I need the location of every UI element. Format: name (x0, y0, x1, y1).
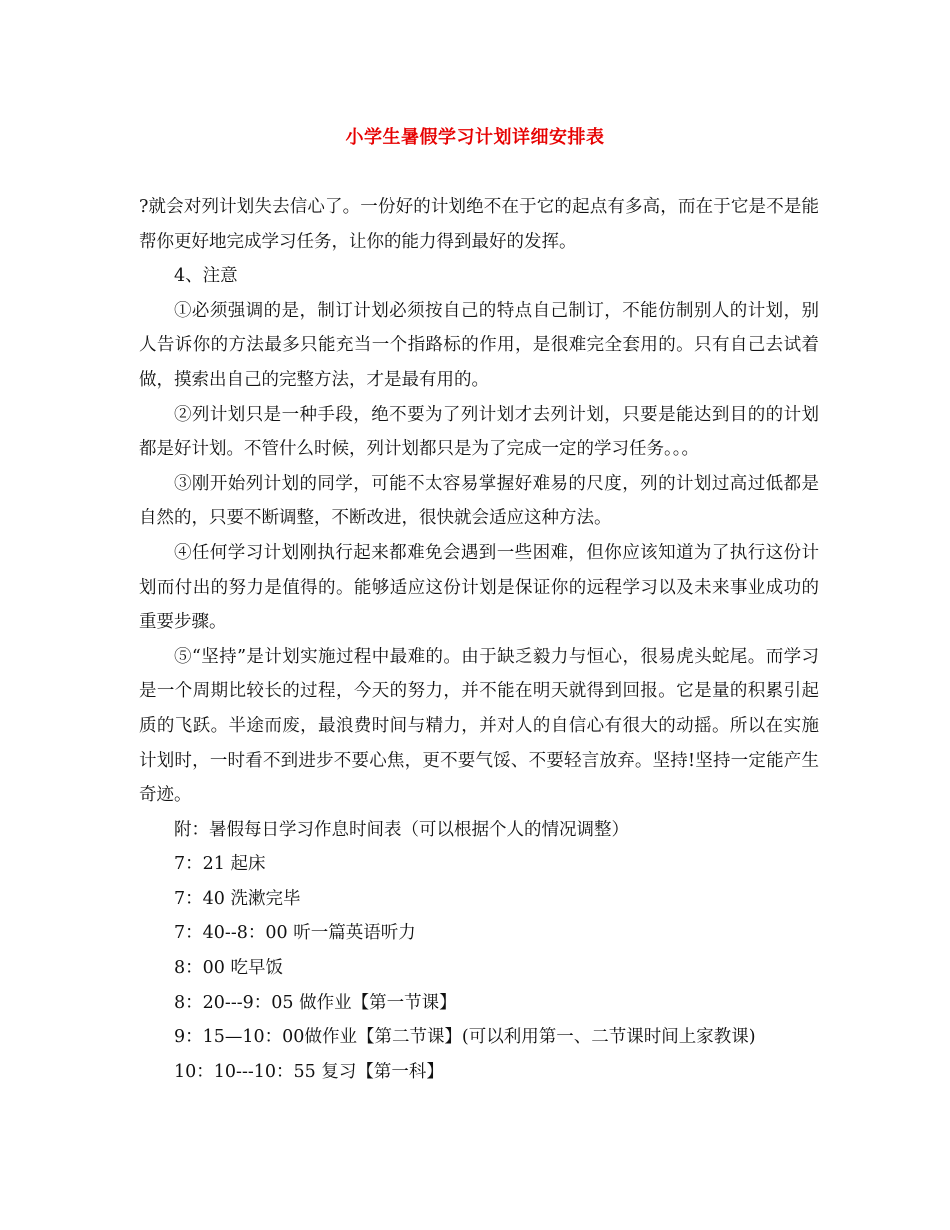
paragraph: ④任何学习计划刚执行起来都难免会遇到一些困难，但你应该知道为了执行这份计划而付出的努力是值得的。能够适应这份计划是保证你的远程学习以及未来事业成功的重要步骤。 (139, 542, 819, 633)
document-title: 小学生暑假学习计划详细安排表 (345, 127, 605, 148)
section-heading: 4、注意 (174, 266, 238, 287)
schedule-item: 10：10---10：55 复习【第一科】 (174, 1061, 444, 1082)
paragraph: ?就会对列计划失去信心了。一份好的计划绝不在于它的起点有多高，而在于它是不是能帮你更好地完成学习任务，让你的能力得到最好的发挥。 (139, 197, 819, 252)
paragraph: ②列计划只是一种手段，绝不要为了列计划才去列计划，只要是能达到目的的计划都是好计划。不管什么时候，列计划都只是为了完成一定的学习任务。。。 (139, 404, 819, 460)
schedule-item: 9：15—10：00做作业【第二节课】(可以利用第一、二节课时间上家教课) (174, 1027, 756, 1048)
paragraph: ⑤“坚持”是计划实施过程中最难的。由于缺乏毅力与恒心，很易虎头蛇尾。而学习是一个周期比较长的过程，今天的努力，并不能在明天就得到回报。它是量的积累引起质的飞跃。半途而废，最浪费时间与精力，并对人的自信心有很大的动摇。所以在实施计划时，一时看不到进步不要心焦，更不要气馁、不要轻言放弃。坚持!坚持一定能产生奇迹。 (139, 646, 819, 806)
schedule-heading: 附：暑假每日学习作息时间表（可以根据个人的情况调整） (174, 819, 629, 840)
schedule-item: 7：40 洗漱完毕 (174, 888, 301, 909)
schedule-item: 8：00 吃早饭 (174, 958, 283, 979)
schedule-item: 8：20---9：05 做作业【第一节课】 (174, 992, 457, 1013)
document-body (139, 190, 819, 1089)
paragraph: ①必须强调的是，制订计划必须按自己的特点自己制订，不能仿制别人的计划，别人告诉你的方法最多只能充当一个指路标的作用，是很难完全套用的。只有自己去试着做，摸索出自己的完整方法，才是最有用的。 (139, 300, 819, 390)
paragraph: ③刚开始列计划的同学，可能不太容易掌握好难易的尺度，列的计划过高过低都是自然的，只要不断调整，不断改进，很快就会适应这种方法。 (139, 473, 819, 529)
schedule-item: 7：40--8：00 听一篇英语听力 (174, 923, 416, 944)
schedule-item: 7：21 起床 (174, 854, 266, 875)
